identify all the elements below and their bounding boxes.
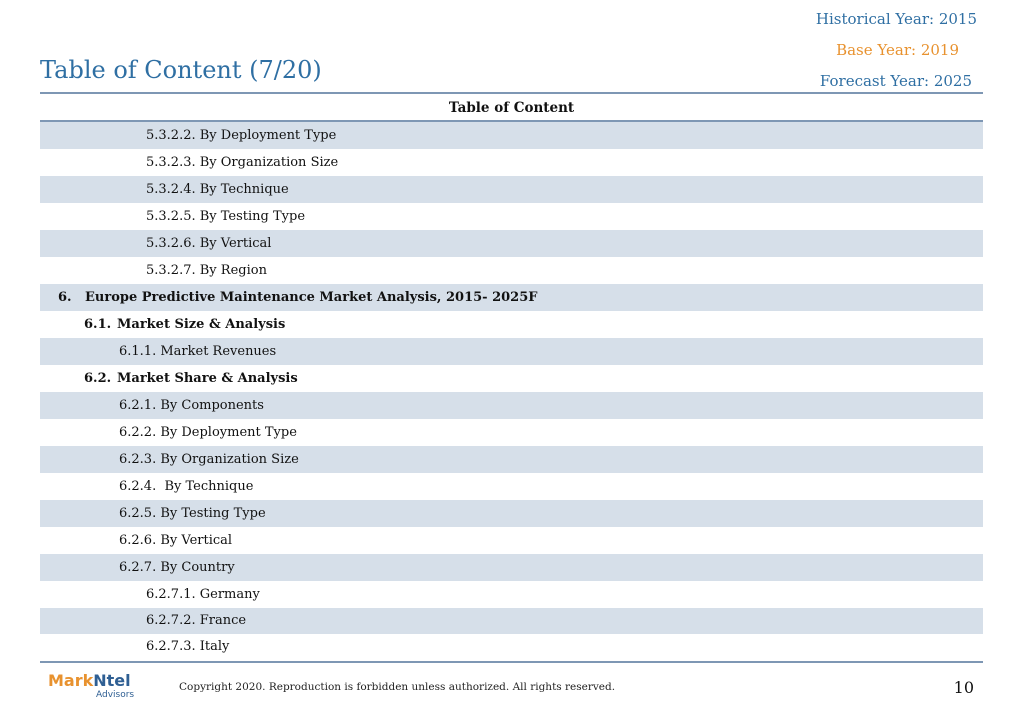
toc-row-text: 6.2.1. By Components xyxy=(119,398,264,413)
toc-row-chapter xyxy=(40,284,983,311)
toc-row-text: 5.3.2.6. By Vertical xyxy=(146,236,272,251)
toc-row xyxy=(40,419,983,446)
toc-row xyxy=(40,203,983,230)
toc-row-text: 6.2.2. By Deployment Type xyxy=(119,425,297,440)
page-title: Table of Content (7/20) xyxy=(40,56,322,84)
toc-row-text: 5.3.2.3. By Organization Size xyxy=(146,155,339,170)
historical-year: Historical Year: 2015 xyxy=(815,10,977,28)
toc-row xyxy=(40,527,983,554)
toc-row-text: 6.2.7.1. Germany xyxy=(146,587,260,602)
toc-row-text: 5.3.2.2. By Deployment Type xyxy=(146,128,337,143)
page-number: 10 xyxy=(953,678,974,697)
toc-row xyxy=(40,581,983,608)
logo-ntel-text: Ntel xyxy=(93,671,131,690)
toc-row xyxy=(40,608,983,634)
toc-row-text: 5.3.2.7. By Region xyxy=(146,263,267,278)
toc-row-text: 6.2.6. By Vertical xyxy=(119,533,233,548)
base-year: Base Year: 2019 xyxy=(836,41,959,59)
toc-row-text: Market Share & Analysis xyxy=(117,371,298,386)
toc-row xyxy=(40,230,983,257)
logo-wordmark xyxy=(48,672,138,690)
toc-row-text: 6.2.5. By Testing Type xyxy=(119,506,266,521)
logo-mark-text: Mark xyxy=(48,671,94,690)
toc-row xyxy=(40,392,983,419)
toc-row-text: 6.2.3. By Organization Size xyxy=(119,452,299,467)
toc-row xyxy=(40,634,983,660)
toc-table-heading: Table of Content xyxy=(40,94,983,122)
company-logo xyxy=(48,672,138,702)
toc-row-text: Europe Predictive Maintenance Market Analysis, 2015- 2025F xyxy=(85,290,538,305)
toc-row xyxy=(40,176,983,203)
toc-row xyxy=(40,500,983,527)
logo-subtitle: Advisors xyxy=(96,690,135,700)
forecast-year: Forecast Year: 2025 xyxy=(819,72,972,90)
toc-row-text: 5.3.2.5. By Testing Type xyxy=(146,209,306,224)
toc-row xyxy=(40,149,983,176)
toc-row xyxy=(40,257,983,284)
toc-row-text: 6.2.7.2. France xyxy=(146,613,247,628)
toc-row xyxy=(40,122,983,149)
toc-row-section xyxy=(40,311,983,338)
toc-row xyxy=(40,338,983,365)
toc-row-text: 6.2.7.3. Italy xyxy=(146,639,230,654)
footer-divider xyxy=(40,661,983,663)
toc-row-text: 5.3.2.4. By Technique xyxy=(146,182,289,197)
toc-row-text: Market Size & Analysis xyxy=(117,317,286,332)
toc-row-number: 6. xyxy=(58,290,72,305)
toc-row-text: 6.2.4. By Technique xyxy=(119,479,254,494)
copyright-notice: Copyright 2020. Reproduction is forbidden unless authorized. All rights reserved. xyxy=(179,681,616,693)
toc-row xyxy=(40,446,983,473)
toc-row xyxy=(40,554,983,581)
toc-table xyxy=(40,94,983,660)
toc-row-section xyxy=(40,365,983,392)
toc-row xyxy=(40,473,983,500)
toc-row-number: 6.2. xyxy=(84,371,112,386)
toc-row-text: 6.1.1. Market Revenues xyxy=(119,344,277,359)
toc-row-number: 6.1. xyxy=(84,317,112,332)
toc-row-text: 6.2.7. By Country xyxy=(119,560,235,575)
